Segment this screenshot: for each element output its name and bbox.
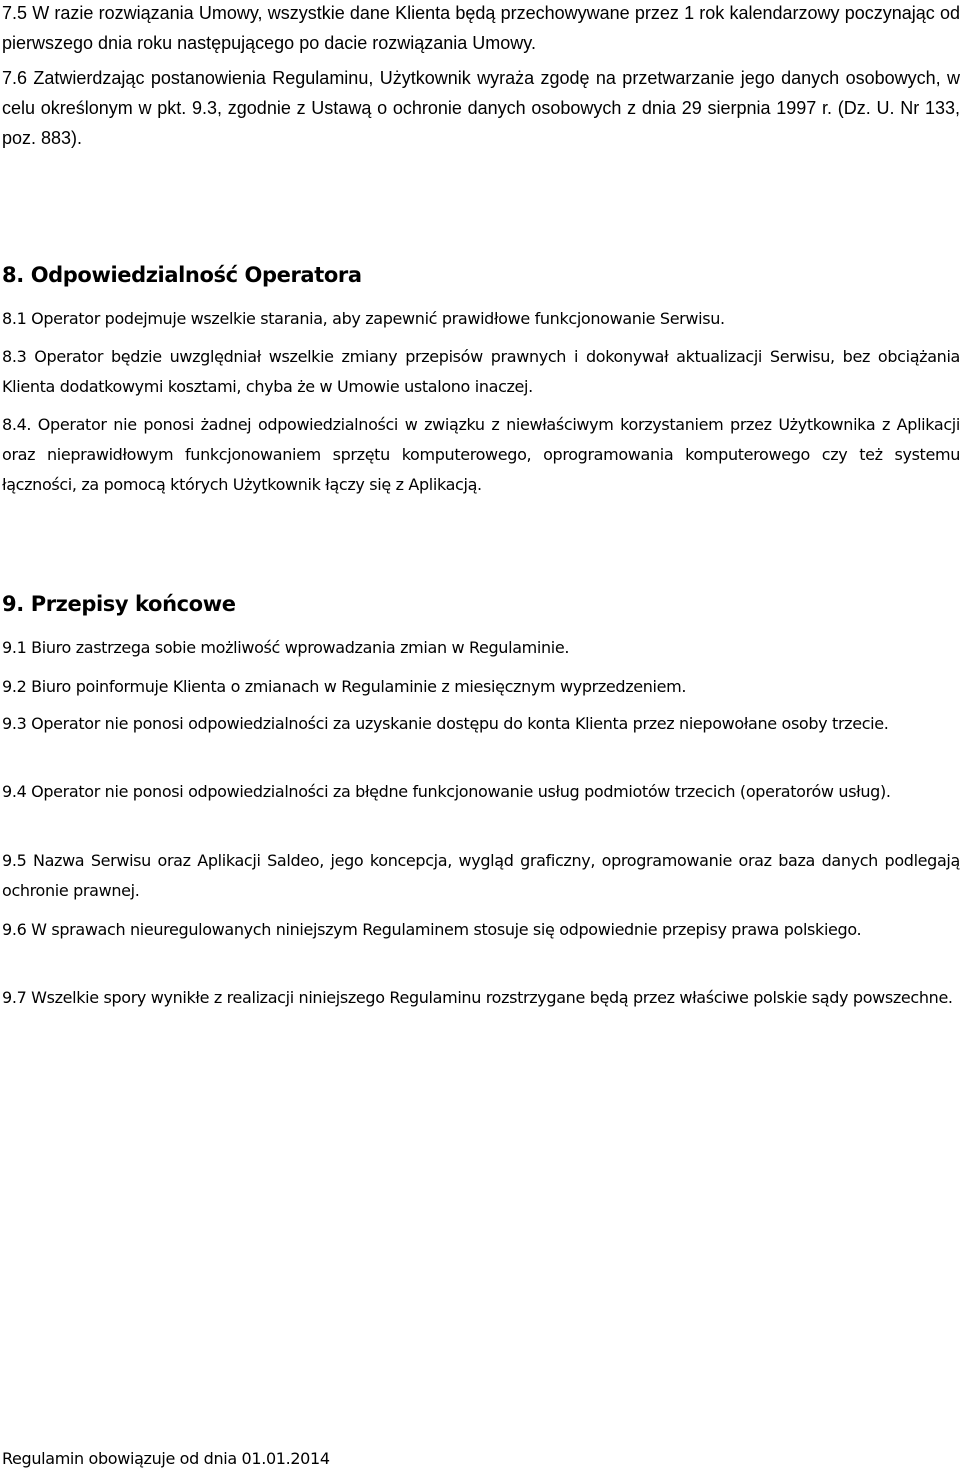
paragraph-8-4: 8.4. Operator nie ponosi żadnej odpowiedzialności w związku z niewłaściwym korzystaniem przez Użytkownika z Aplikacji oraz nieprawidłowym funkcjonowaniem sprzętu komputerowego, oprogramowania komputerowego czy też systemu łączności, za pomocą których Użytkownik łączy się z Aplikacją.	[2, 415, 960, 494]
section-9-heading: 9. Przepisy końcowe	[2, 592, 236, 616]
paragraph-9-3: 9.3 Operator nie ponosi odpowiedzialności za uzyskanie dostępu do konta Klienta przez niepowołane osoby trzecie.	[2, 714, 889, 733]
paragraph-8-1: 8.1 Operator podejmuje wszelkie starania, aby zapewnić prawidłowe funkcjonowanie Serwisu.	[2, 309, 725, 328]
paragraph-7-5: 7.5 W razie rozwiązania Umowy, wszystkie dane Klienta będą przechowywane przez 1 rok kalendarzowy poczynając od pierwszego dnia roku następującego po dacie rozwiązania Umowy.	[2, 3, 960, 53]
paragraph-9-5: 9.5 Nazwa Serwisu oraz Aplikacji Saldeo, jego koncepcja, wygląd graficzny, oprogramowanie oraz baza danych podlegają ochronie prawnej.	[2, 851, 960, 900]
paragraph-7-6: 7.6 Zatwierdzając postanowienia Regulaminu, Użytkownik wyraża zgodę na przetwarzanie jego danych osobowych, w celu określonym w pkt. 9.3, zgodnie z Ustawą o ochronie danych osobowych z dnia 29 sierpnia 1997 r. (Dz. U. Nr 133, poz. 883).	[2, 68, 960, 148]
paragraph-9-7: 9.7 Wszelkie spory wynikłe z realizacji niniejszego Regulaminu rozstrzygane będą przez właściwe polskie sądy powszechne.	[2, 988, 953, 1007]
paragraph-9-6: 9.6 W sprawach nieuregulowanych niniejszym Regulaminem stosuje się odpowiednie przepisy prawa polskiego.	[2, 920, 862, 939]
document-page	[2, 0, 960, 1474]
paragraph-9-4: 9.4 Operator nie ponosi odpowiedzialności za błędne funkcjonowanie usług podmiotów trzecich (operatorów usług).	[2, 782, 891, 801]
paragraph-9-2: 9.2 Biuro poinformuje Klienta o zmianach w Regulaminie z miesięcznym wyprzedzeniem.	[2, 677, 687, 696]
paragraph-8-3: 8.3 Operator będzie uwzględniał wszelkie zmiany przepisów prawnych i dokonywał aktualizacji Serwisu, bez obciążania Klienta dodatkowymi kosztami, chyba że w Umowie ustalono inaczej.	[2, 347, 960, 396]
section-8-heading: 8. Odpowiedzialność Operatora	[2, 263, 362, 287]
paragraph-9-1: 9.1 Biuro zastrzega sobie możliwość wprowadzania zmian w Regulaminie.	[2, 638, 570, 657]
page-footer: Regulamin obowiązuje od dnia 01.01.2014	[2, 1449, 330, 1468]
